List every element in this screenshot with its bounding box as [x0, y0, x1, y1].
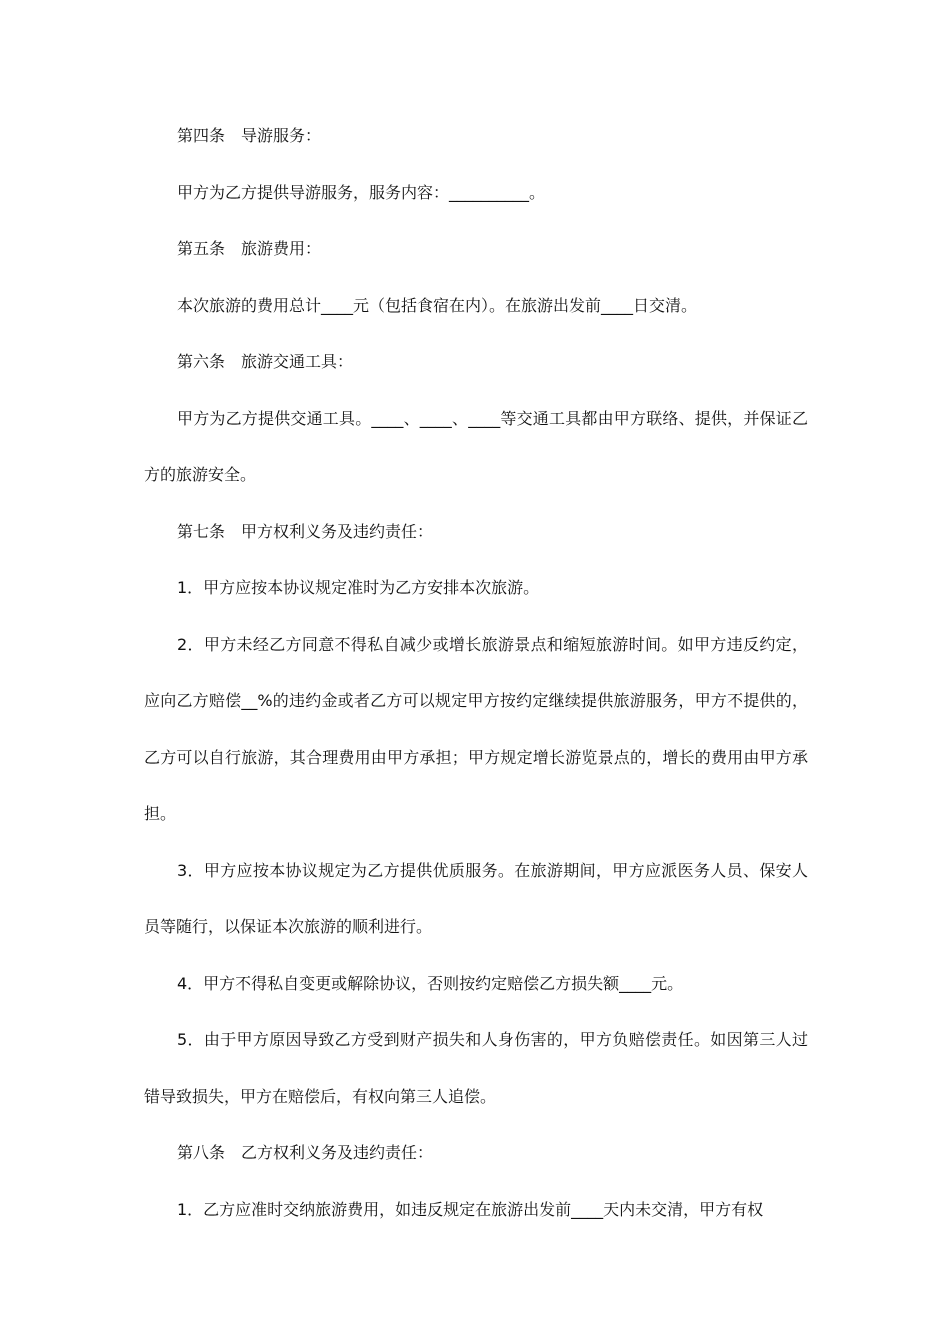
- article-8-heading: 第八条 乙方权利义务及违约责任：: [177, 1143, 434, 1162]
- document-body: [144, 108, 808, 1238]
- article-7-item-5: 5．由于甲方原因导致乙方受到财产损失和人身伤害的，甲方负赔偿责任。如因第三人过错导致损失，甲方在赔偿后，有权向第三人追偿。: [144, 1030, 808, 1106]
- article-5-text: 本次旅游的费用总计____元（包括食宿在内）。在旅游出发前____日交清。: [177, 295, 698, 315]
- article-4-text: 甲方为乙方提供导游服务，服务内容：__________。: [177, 182, 546, 202]
- article-5-heading: 第五条 旅游费用：: [177, 239, 322, 258]
- article-7-item-2: 2．甲方未经乙方同意不得私自减少或增长旅游景点和缩短旅游时间。如甲方违反约定，应向乙方赔偿__%的违约金或者乙方可以规定甲方按约定继续提供旅游服务，甲方不提供的，乙方可以自行旅游，其合理费用由甲方承担；甲方规定增长游览景点的，增长的费用由甲方承担。: [144, 634, 808, 823]
- article-6-text: 甲方为乙方提供交通工具。____、____、____等交通工具都由甲方联络、提供，并保证乙方的旅游安全。: [144, 408, 808, 484]
- article-7-item-4: 4．甲方不得私自变更或解除协议，否则按约定赔偿乙方损失额____元。: [177, 973, 684, 993]
- article-7-item-1: 1．甲方应按本协议规定准时为乙方安排本次旅游。: [177, 578, 540, 597]
- article-6-heading: 第六条 旅游交通工具：: [177, 352, 354, 371]
- article-7-heading: 第七条 甲方权利义务及违约责任：: [177, 521, 434, 541]
- article-4-heading: 第四条 导游服务：: [177, 126, 322, 145]
- article-8-item-1: 1．乙方应准时交纳旅游费用，如违反规定在旅游出发前____天内未交清，甲方有权: [177, 1199, 764, 1219]
- article-7-item-3: 3．甲方应按本协议规定为乙方提供优质服务。在旅游期间，甲方应派医务人员、保安人员等随行，以保证本次旅游的顺利进行。: [144, 860, 808, 936]
